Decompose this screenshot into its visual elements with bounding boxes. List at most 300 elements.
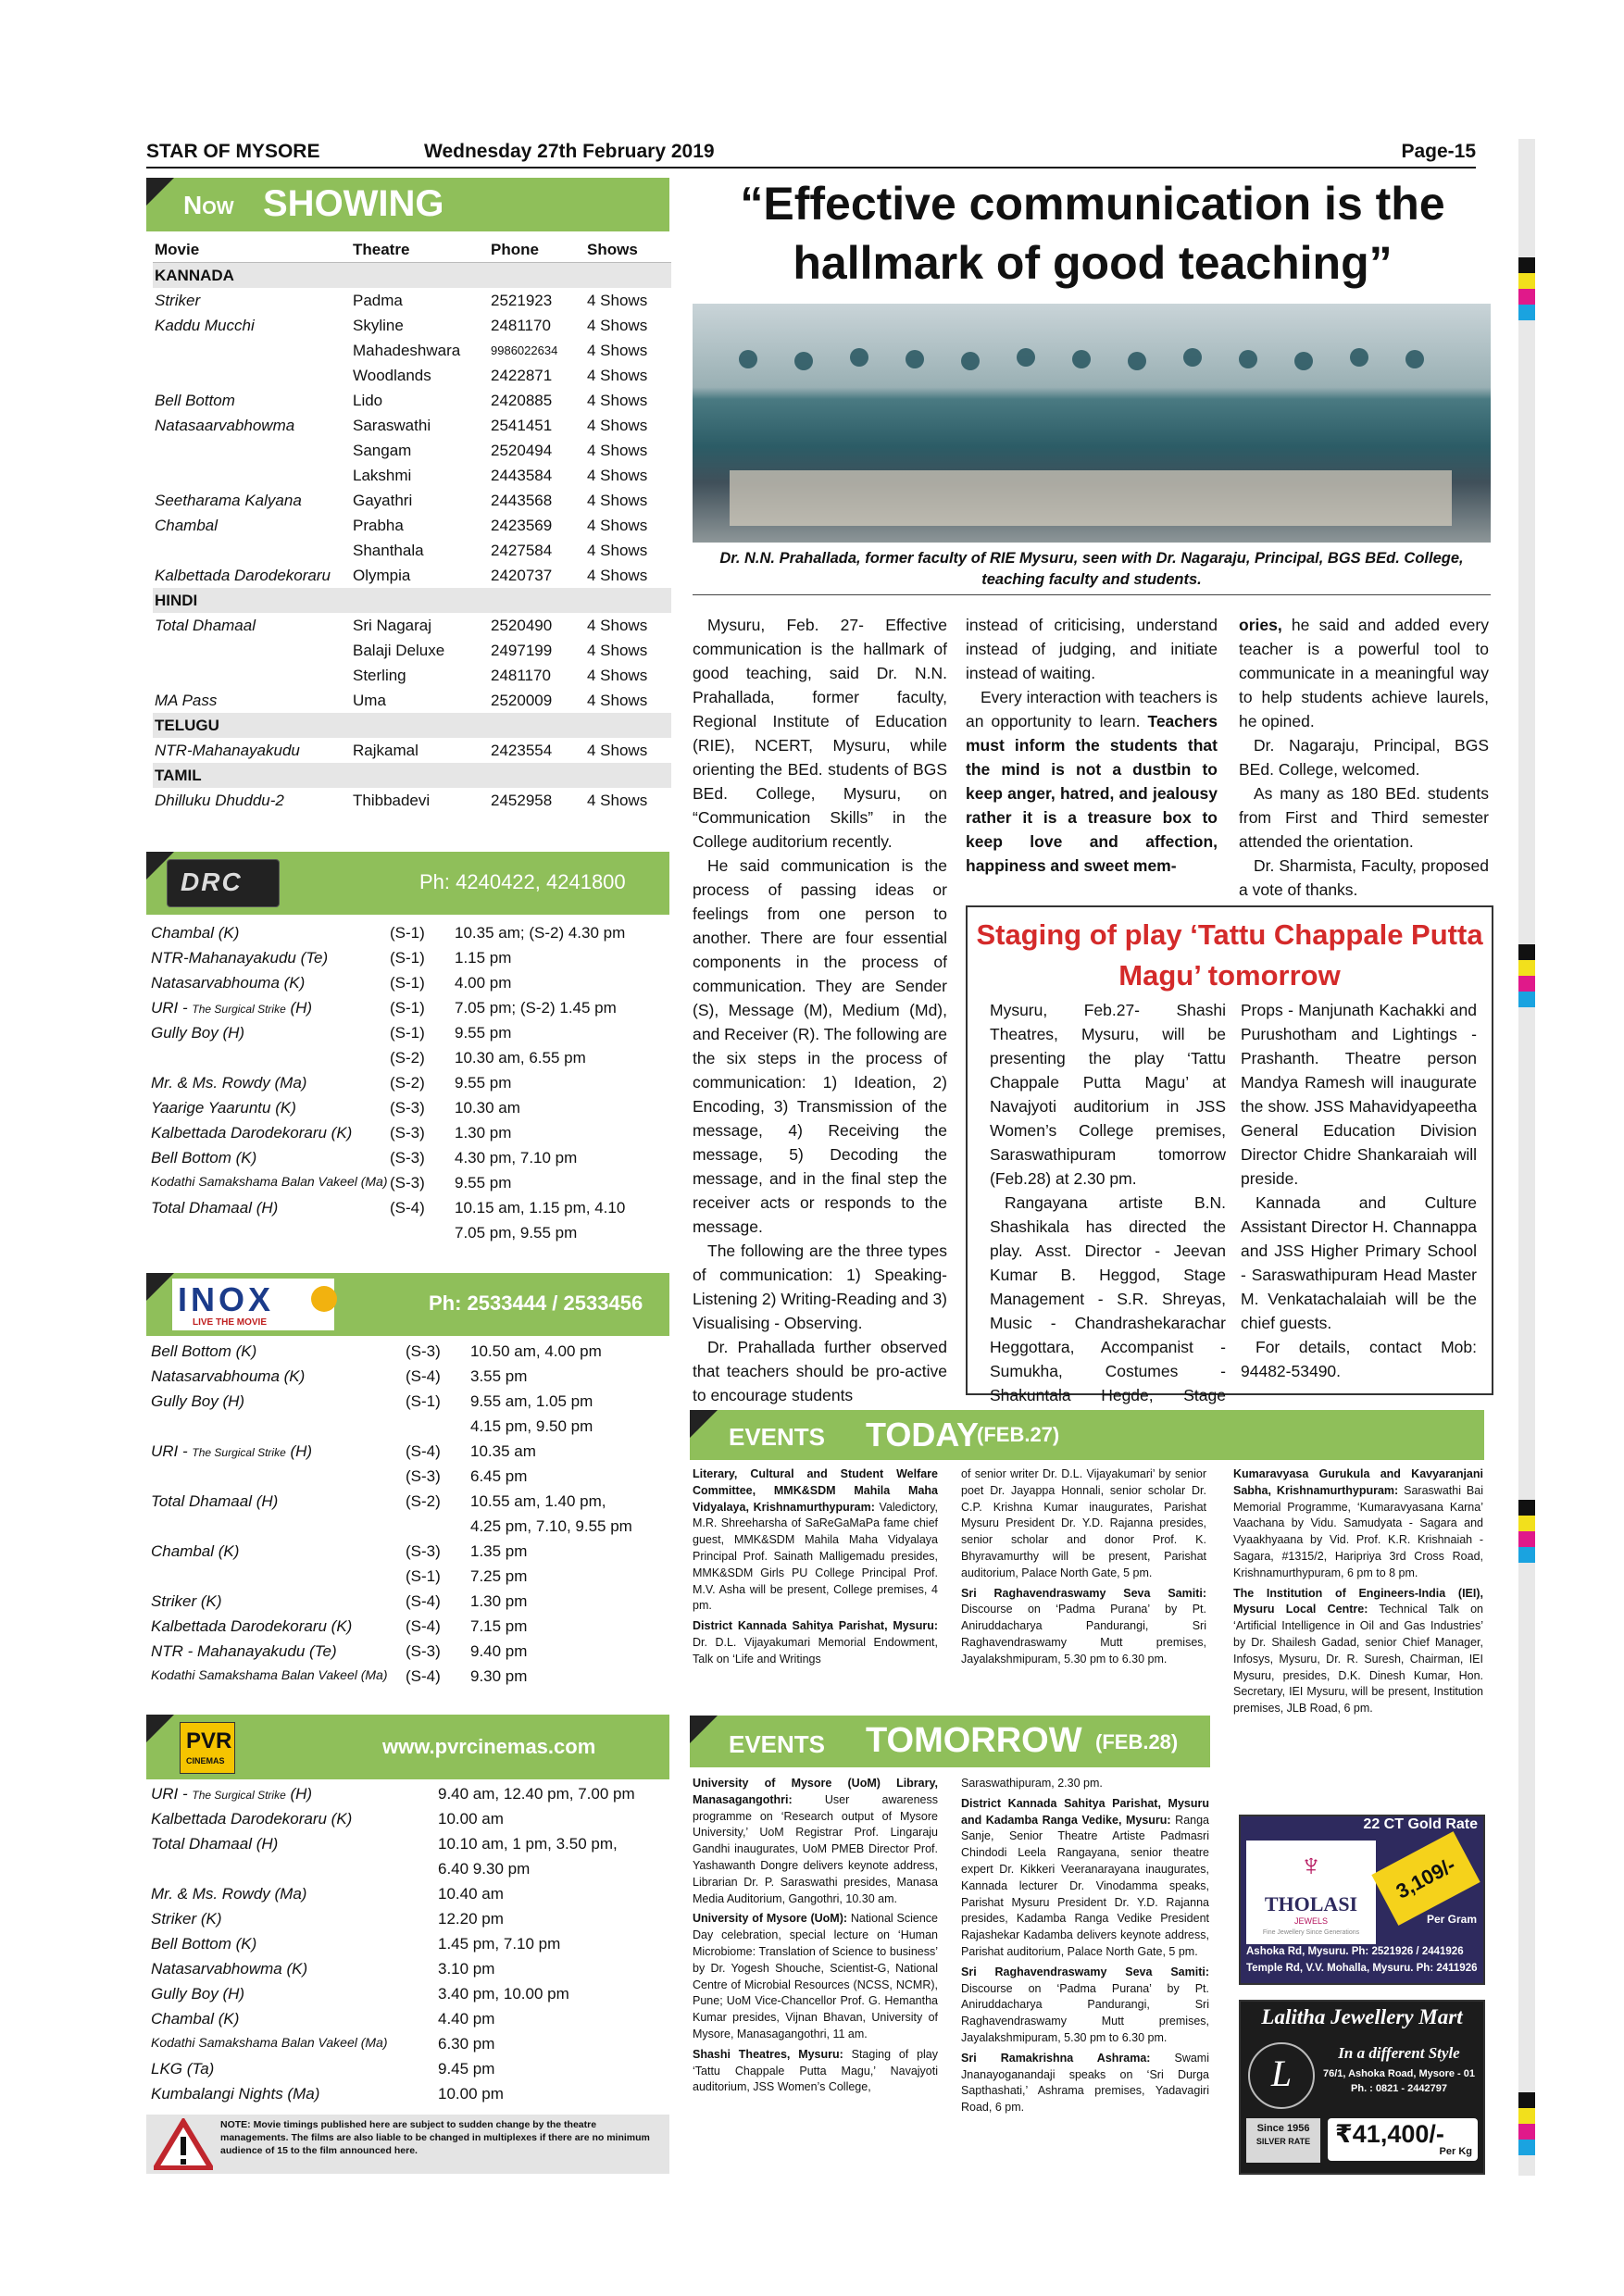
screen-number bbox=[406, 1417, 470, 1442]
lalitha-phone: Ph. : 0821 - 2442797 bbox=[1351, 2083, 1447, 2094]
pvr-logo-text: PVR bbox=[186, 1728, 232, 1753]
movie-title: URI - bbox=[151, 1785, 193, 1803]
show-times: 6.45 pm bbox=[470, 1467, 528, 1485]
event-details: Discourse on ‘Padma Purana’ by Pt. Aniruddacharya Pandurangi, Sri Raghavendraswamy Mutt premises, Jayalakshmipuram, 5.30 pm to 6.30 pm. bbox=[961, 1603, 1206, 1666]
screen-number: (S-4) bbox=[406, 1667, 441, 1685]
movie-name: NTR-Mahanayakudu (Te) bbox=[151, 949, 329, 967]
movie-name: LKG (Ta) bbox=[151, 2060, 215, 2078]
schedule-row bbox=[151, 1567, 632, 1592]
event-item bbox=[961, 1466, 1206, 1582]
schedule-row bbox=[151, 1124, 625, 1149]
article-paragraph: instead of criticising, understand instead of judging, and initiate instead of waiting. bbox=[966, 616, 1218, 682]
show-times: 9.55 am, 1.05 pm bbox=[470, 1392, 593, 1410]
show-count: 4 Shows bbox=[587, 691, 648, 709]
lalitha-monogram-icon: L bbox=[1248, 2042, 1315, 2109]
show-times: 4.40 pm bbox=[438, 2010, 495, 2028]
show-times: 10.30 am, 6.55 pm bbox=[455, 1049, 586, 1067]
pvr-schedule bbox=[151, 1785, 635, 2110]
show-times: 10.10 am, 1 pm, 3.50 pm, bbox=[438, 1835, 618, 1853]
pvr-banner bbox=[146, 1715, 669, 1779]
issue-date: Wednesday 27th February 2019 bbox=[424, 141, 715, 162]
show-times: 6.40 9.30 pm bbox=[438, 1860, 531, 1878]
page-header bbox=[146, 139, 1476, 168]
language-row bbox=[153, 588, 671, 613]
schedule-row bbox=[151, 1149, 625, 1174]
movie-name bbox=[151, 1442, 406, 1467]
theatre-name: Skyline bbox=[353, 316, 404, 334]
theatre-phone: 2520494 bbox=[491, 441, 553, 459]
schedule-row bbox=[151, 1642, 632, 1667]
schedule-row bbox=[151, 1199, 625, 1224]
event-details: Staging of play ‘Tattu Chappale Putta Magu,’ Navajyoti auditorium, JSS Women’s College, bbox=[693, 2047, 939, 2094]
theatre-phone: 2452958 bbox=[491, 791, 553, 809]
show-times: 10.15 am, 1.15 pm, 4.10 bbox=[455, 1199, 626, 1217]
page-number: Page-15 bbox=[1401, 141, 1476, 162]
language-heading: TAMIL bbox=[153, 763, 671, 788]
event-details: of senior writer Dr. D.L. Vijayakumari’ by senior poet Dr. Jayappa Honnali, senior scholar Dr. C.P. Krishna Kumar inaugurates, Parishat Mysuru President Dr. Y.D. Rajanna presides, senior scholar and donor Prof. K. Bhyravamurthy will be present, Parishat auditorium, Palace North Gate, 5 pm. bbox=[961, 1467, 1206, 1579]
theatre-name: Gayathri bbox=[353, 491, 413, 509]
show-count: 4 Shows bbox=[587, 616, 648, 634]
show-count: 4 Shows bbox=[587, 416, 648, 434]
schedule-row bbox=[151, 1342, 632, 1367]
events-today-label-small: EVENTS bbox=[729, 1423, 826, 1451]
movie-name bbox=[153, 438, 351, 463]
table-row bbox=[153, 563, 671, 588]
movie-name bbox=[153, 663, 351, 688]
theatre-phone: 2481170 bbox=[491, 316, 551, 334]
newspaper-name: STAR OF MYSORE bbox=[146, 141, 320, 162]
schedule-row bbox=[151, 949, 625, 974]
movie-name: Total Dhamaal (H) bbox=[151, 1492, 279, 1510]
event-item bbox=[693, 1776, 938, 1907]
movie-name: Chambal bbox=[155, 516, 219, 534]
silver-price-box bbox=[1328, 2118, 1478, 2161]
schedule-row bbox=[151, 1960, 635, 1985]
show-times: 10.00 pm bbox=[438, 2085, 504, 2103]
event-details: Dr. D.L. Vijayakumari Memorial Endowment, Talk on ‘Life and Writings bbox=[693, 1635, 938, 1666]
schedule-row bbox=[151, 1392, 632, 1417]
theatre-name: Mahadeshwara bbox=[353, 341, 461, 359]
movie-name bbox=[153, 363, 351, 388]
screen-number: (S-1) bbox=[390, 1024, 425, 1042]
table-row bbox=[153, 363, 671, 388]
movie-name: Kodathi Samakshama Balan Vakeel (Ma) bbox=[151, 1667, 388, 1682]
play-column-1 bbox=[990, 998, 1226, 1431]
screen-number: (S-3) bbox=[390, 1099, 425, 1117]
show-times: 10.50 am, 4.00 pm bbox=[470, 1342, 602, 1360]
show-count: 4 Shows bbox=[587, 391, 648, 409]
schedule-row bbox=[151, 1367, 632, 1392]
theatre-phone: 2521923 bbox=[491, 291, 553, 309]
event-item bbox=[1233, 1586, 1483, 1717]
pvr-schedule-wrap bbox=[151, 1785, 635, 2110]
drc-logo bbox=[167, 859, 280, 907]
tholasi-address-1: Ashoka Rd, Mysuru. Ph: 2521926 / 2441926 bbox=[1246, 1946, 1464, 1957]
table-row bbox=[153, 613, 671, 638]
screen-number bbox=[390, 1224, 455, 1249]
theatre-name: Prabha bbox=[353, 516, 404, 534]
screen-number: (S-1) bbox=[390, 999, 425, 1017]
reg-mark-magenta bbox=[1518, 1531, 1535, 1547]
schedule-row bbox=[151, 1417, 632, 1442]
schedule-row bbox=[151, 1099, 625, 1124]
theatre-phone: 2520009 bbox=[491, 691, 553, 709]
theatre-phone: 9986022634 bbox=[491, 343, 558, 357]
article-column-2 bbox=[966, 613, 1218, 878]
schedule-row bbox=[151, 974, 625, 999]
silver-price-unit: Per Kg bbox=[1439, 2146, 1472, 2157]
drc-schedule-wrap bbox=[151, 924, 625, 1249]
movie-name: Chambal (K) bbox=[151, 1542, 240, 1560]
movie-name bbox=[153, 538, 351, 563]
banner-corner bbox=[146, 1715, 174, 1742]
event-organiser: Sri Raghavendraswamy Seva Samiti: bbox=[961, 1586, 1206, 1600]
article-highlight: Teachers must inform the students that the mind is not a dustbin to keep anger, hatred, and jealousy rather it is a treasure box to keep love and affection, happiness and sweet mem- bbox=[966, 712, 1218, 875]
event-details: Saraswathipuram, 2.30 pm. bbox=[961, 1777, 1103, 1790]
event-details: Valedictory, M.R. Shreeharsha of SaReGaMaPa fame chief guest, MMK&SDM Mahila Maha Vidyalaya Principal Prof. Sainath Malligemadu presides, MMK&SDM Girls PU College Principal Prof. M.V. Asha will be present, College premises, 4 pm. bbox=[693, 1500, 938, 1613]
group-photo bbox=[693, 304, 1491, 543]
event-item bbox=[693, 1618, 938, 1667]
movie-name: Striker (K) bbox=[151, 1910, 222, 1928]
table-row bbox=[153, 288, 671, 313]
play-story-box bbox=[966, 905, 1493, 1404]
article-text: he said and added every teacher is a powerful tool to communicate in a meaningful way to help students achieve laurels, he opined. bbox=[1239, 616, 1489, 730]
show-times: 4.00 pm bbox=[455, 974, 512, 992]
article-highlight: ories, bbox=[1239, 616, 1282, 634]
timing-note bbox=[146, 2115, 669, 2174]
events-tomorrow-label-small: EVENTS bbox=[729, 1730, 826, 1758]
events-tomorrow-label: TOMORROW bbox=[866, 1721, 1082, 1760]
schedule-row bbox=[151, 1049, 625, 1074]
banner-corner bbox=[146, 1273, 174, 1301]
play-headline: Staging of play ‘Tattu Chappale Putta Magu’ tomorrow bbox=[976, 918, 1483, 992]
theatre-name: Uma bbox=[353, 691, 386, 709]
event-organiser: University of Mysore (UoM) Library, Manasagangothri: bbox=[693, 1777, 938, 1806]
theatre-phone: 2427584 bbox=[491, 541, 553, 559]
theatre-name: Olympia bbox=[353, 566, 411, 584]
event-details: National Science Day celebration, special lecture on ‘Human Microbiome: Translation of Science to business’ by Dr. Yogesh Shouche, Scientist-G, National Centre of Microbial Resources (NCSS, NCMR), Pune; UoM Vice-Chancellor Prof. G. Hemantha Kumar presides, Vijnan Bhavan, University of Mysore, Manasagangothri, 11 am. bbox=[693, 1912, 938, 2040]
reg-mark-yellow bbox=[1518, 273, 1535, 289]
movie-name: Kumbalangi Nights (Ma) bbox=[151, 2085, 320, 2103]
banner-corner bbox=[146, 178, 174, 206]
theatre-name: Saraswathi bbox=[353, 416, 431, 434]
table-row bbox=[153, 638, 671, 663]
schedule-row bbox=[151, 1517, 632, 1542]
reg-mark-black bbox=[1518, 2092, 1535, 2108]
reg-mark-black bbox=[1518, 1500, 1535, 1516]
event-organiser: Shashi Theatres, Mysuru: bbox=[693, 2047, 843, 2061]
theatre-phone: 2541451 bbox=[491, 416, 553, 434]
schedule-row bbox=[151, 2010, 635, 2035]
table-row bbox=[153, 463, 671, 488]
language-row bbox=[153, 763, 671, 788]
article-column-1 bbox=[693, 613, 947, 1407]
movie-name: Total Dhamaal bbox=[155, 616, 256, 634]
event-item bbox=[693, 2047, 938, 2096]
movie-name: Kodathi Samakshama Balan Vakeel (Ma) bbox=[151, 2035, 388, 2050]
inox-tagline: LIVE THE MOVIE bbox=[193, 1317, 268, 1328]
silver-price: ₹41,400/- bbox=[1335, 2120, 1444, 2148]
pvr-logo bbox=[180, 1722, 235, 1774]
show-times: 7.25 pm bbox=[470, 1567, 528, 1585]
banner-corner bbox=[690, 1410, 718, 1438]
movie-name: NTR-Mahanayakudu bbox=[155, 741, 300, 759]
inox-logo-text: INOX bbox=[178, 1280, 275, 1318]
screen-number: (S-3) bbox=[406, 1467, 441, 1485]
show-count: 4 Shows bbox=[587, 566, 648, 584]
movie-name: Chambal (K) bbox=[151, 2010, 240, 2028]
movie-language: (H) bbox=[285, 999, 313, 1017]
article-headline: “Effective communication is the hallmark of good teaching” bbox=[740, 178, 1445, 289]
inox-schedule bbox=[151, 1342, 632, 1692]
schedule-row bbox=[151, 999, 625, 1024]
language-row bbox=[153, 263, 671, 289]
events-tomorrow-date: (FEB.28) bbox=[1095, 1730, 1179, 1753]
screen-number: (S-1) bbox=[406, 1567, 441, 1585]
event-organiser: District Kannada Sahitya Parishat, Mysuru and Kadamba Ranga Vedike, Mysuru: bbox=[961, 1796, 1209, 1827]
movie-name: Total Dhamaal (H) bbox=[151, 1835, 279, 1853]
theatre-name: Balaji Deluxe bbox=[353, 641, 445, 659]
event-details: Ranga Sanje, Senior Theatre Artiste Padmasri Chindodi Leela Rangayana, senior theatre expert Dr. Kikkeri Veeranarayana inaugurates, Kannada lecturer Dr. Vinodamma speaks, Parishat Mysuru President Dr. Y.D. Rajanna presides, Kadamba Ranga Vedike President Rajashekar Kadamba delivers keynote address, Parishat auditorium, Palace North Gate, 5 pm. bbox=[961, 1813, 1209, 1958]
language-heading: KANNADA bbox=[153, 263, 671, 289]
screen-number: (S-3) bbox=[390, 1124, 425, 1142]
tholasi-logo bbox=[1246, 1841, 1376, 1944]
movie-name: NTR - Mahanayakudu (Te) bbox=[151, 1642, 337, 1660]
movie-title: URI - bbox=[151, 999, 193, 1017]
show-times: 7.15 pm bbox=[470, 1617, 528, 1635]
show-count: 4 Shows bbox=[587, 366, 648, 384]
gold-rate-badge: 22 CT Gold Rate bbox=[1363, 1816, 1478, 1832]
schedule-row bbox=[151, 1024, 625, 1049]
article-paragraph: He said communication is the process of passing ideas or feelings from one person to another. There are four essential components in the process of communication. They are Sender (S), Message (M), Medium (Md), and Receiver (R). The following are the six steps in the process of communication: 1) Ideation, 2) Encoding, 3) Transmission of the message, 4) Receiving the message, 5) Decoding the message, and in the final step the receiver acts or responds to the message. bbox=[693, 856, 947, 1236]
theatre-name: Sangam bbox=[353, 441, 412, 459]
events-today-label: TODAY bbox=[866, 1416, 980, 1454]
article-paragraph bbox=[966, 685, 1218, 878]
movie-name: Striker (K) bbox=[151, 1592, 222, 1610]
screen-number: (S-4) bbox=[390, 1199, 425, 1217]
show-times: 4.30 pm, 7.10 pm bbox=[455, 1149, 578, 1167]
lalitha-address: 76/1, Ashoka Road, Mysore - 01 bbox=[1322, 2068, 1476, 2079]
theatre-phone: 2443568 bbox=[491, 491, 553, 509]
movie-name: Bell Bottom (K) bbox=[151, 1342, 257, 1360]
show-count: 4 Shows bbox=[587, 541, 648, 559]
play-paragraph: Mysuru, Feb.27- Shashi Theatres, Mysuru, will be presenting the play ‘Tattu Chappale Putta Magu’ at Navajyoti auditorium in JSS Women’s College premises, Saraswathipuram tomorrow (Feb.28) at 2.30 pm. bbox=[990, 1001, 1226, 1188]
movie-name: Natasarvabhouma (K) bbox=[151, 1367, 306, 1385]
table-row bbox=[153, 663, 671, 688]
now-showing-banner bbox=[146, 178, 669, 231]
drc-phone: Ph: 4240422, 4241800 bbox=[419, 870, 626, 893]
screen-number: (S-4) bbox=[406, 1592, 441, 1610]
table-row bbox=[153, 688, 671, 713]
pvr-logo-sub: CINEMAS bbox=[186, 1756, 225, 1766]
now-showing-table-wrap bbox=[153, 237, 671, 813]
tholasi-tagline: Fine Jewellery Since Generations bbox=[1262, 1929, 1360, 1936]
show-count: 4 Shows bbox=[587, 291, 648, 309]
schedule-row bbox=[151, 1785, 635, 1810]
screen-number: (S-2) bbox=[390, 1074, 425, 1092]
play-paragraph: For details, contact Mob: 94482-53490. bbox=[1241, 1338, 1477, 1380]
schedule-row bbox=[151, 1467, 632, 1492]
play-paragraph: Rangayana artiste B.N. Shashikala has directed the play. Asst. Director - Jeevan Kumar B. Heggod, Stage Management - S.R. Shreyas, Music - Chandrashekarachar Heggottara, Accompanist - Sumukha, Costumes - Shakuntala Hegde, Stage bbox=[990, 1193, 1226, 1404]
event-organiser: District Kannada Sahitya Parishat, Mysuru: bbox=[693, 1619, 938, 1633]
screen-number: (S-2) bbox=[406, 1492, 441, 1510]
theatre-name: Shanthala bbox=[353, 541, 424, 559]
screen-number: (S-1) bbox=[390, 924, 425, 942]
movie-name: Kalbettada Darodekoraru (K) bbox=[151, 1617, 353, 1635]
theatre-name: Lido bbox=[353, 391, 383, 409]
lalitha-since: Since 1956 bbox=[1256, 2123, 1310, 2134]
movie-name: Gully Boy (H) bbox=[151, 1985, 245, 2003]
event-organiser: The Institution of Engineers-India (IEI), Mysuru Local Centre: bbox=[1233, 1586, 1483, 1616]
table-row bbox=[153, 788, 671, 813]
schedule-row bbox=[151, 1617, 632, 1642]
events-today-column-1 bbox=[693, 1466, 938, 1672]
sun-icon bbox=[311, 1286, 337, 1312]
article-paragraph: Dr. Prahallada further observed that teachers should be pro-active to encourage students bbox=[693, 1338, 947, 1404]
article-column-3 bbox=[1239, 613, 1489, 902]
show-times: 3.10 pm bbox=[438, 1960, 495, 1978]
event-details: Swami Jnanayoganandaji speaks on ‘Sri Durga Sapthashati,’ Ashrama premises, Yadavagiri Road, 6 pm. bbox=[961, 2051, 1209, 2115]
movie-name bbox=[153, 638, 351, 663]
event-item bbox=[961, 1776, 1209, 1792]
schedule-row bbox=[151, 1074, 625, 1099]
article-paragraph: Mysuru, Feb. 27- Effective communication is the hallmark of good teaching, said Dr. N.N. Prahallada, former faculty, Regional Institute of Education (RIE), NCERT, Mysuru, while orienting the BEd. students of BGS BEd. College, Mysuru, on “Communication Skills” in the College auditorium recently. bbox=[693, 616, 947, 851]
column-header-phone: Phone bbox=[489, 237, 585, 263]
show-count: 4 Shows bbox=[587, 316, 648, 334]
screen-number: (S-1) bbox=[406, 1392, 441, 1410]
event-details: User awareness programme on ‘Research output of Mysore University,’ UoM Registrar Prof. Lingaraju Gandhi inaugurates, UoM PMEB Director Prof. Yashawanth Dongre delivers keynote address, Librarian Dr. P. Saraswathi presides, Manasa Media Auditorium, Gangothri, 10.30 am. bbox=[693, 1792, 938, 1905]
movie-name: MA Pass bbox=[155, 691, 218, 709]
movie-name bbox=[151, 1417, 406, 1442]
registration-strip bbox=[1518, 139, 1535, 2176]
theatre-phone: 2420885 bbox=[491, 391, 553, 409]
lalitha-brand: Lalitha Jewellery Mart bbox=[1261, 2005, 1463, 2028]
tholasi-emblem-icon: ♆ bbox=[1299, 1848, 1323, 1883]
theatre-name: Thibbadevi bbox=[353, 791, 431, 809]
show-count: 4 Shows bbox=[587, 791, 648, 809]
article-paragraph bbox=[1239, 613, 1489, 733]
movie-name: Natasaarvabhowma bbox=[155, 416, 295, 434]
theatre-phone: 2497199 bbox=[491, 641, 553, 659]
reg-mark-black bbox=[1518, 944, 1535, 960]
movie-subtitle: The Surgical Strike bbox=[192, 1789, 286, 1802]
schedule-row bbox=[151, 1810, 635, 1835]
movie-name: Mr. & Ms. Rowdy (Ma) bbox=[151, 1074, 307, 1092]
inox-phone: Ph: 2533444 / 2533456 bbox=[429, 1292, 643, 1315]
drc-banner bbox=[146, 852, 669, 915]
screen-number: (S-3) bbox=[406, 1542, 441, 1560]
table-row bbox=[153, 738, 671, 763]
movie-name bbox=[151, 1785, 438, 1810]
schedule-row bbox=[151, 1542, 632, 1567]
schedule-row bbox=[151, 2035, 635, 2060]
show-times: 3.55 pm bbox=[470, 1367, 528, 1385]
note-text: NOTE: Movie timings published here are subject to sudden change by the theatre managements. The films are also liable to be changed in multiplexes if there are no minimum audience of 15 to the film announced here. bbox=[220, 2119, 650, 2156]
drc-schedule bbox=[151, 924, 625, 1249]
event-organiser: Sri Ramakrishna Ashrama: bbox=[961, 2051, 1151, 2065]
gold-price-unit: Per Gram bbox=[1426, 1913, 1478, 1926]
language-heading: TELUGU bbox=[153, 713, 671, 738]
movie-name: Kalbettada Darodekoraru (K) bbox=[151, 1810, 353, 1828]
reg-mark-magenta bbox=[1518, 289, 1535, 305]
lalitha-tagline: In a different Style bbox=[1338, 2044, 1460, 2062]
event-item bbox=[1233, 1466, 1483, 1582]
screen-number: (S-4) bbox=[406, 1367, 441, 1385]
show-times: 1.30 pm bbox=[470, 1592, 528, 1610]
movie-name bbox=[151, 1224, 390, 1249]
show-times: 9.40 am, 12.40 pm, 7.00 pm bbox=[438, 1785, 635, 1803]
show-count: 4 Shows bbox=[587, 466, 648, 484]
movie-name: Dhilluku Dhuddu-2 bbox=[155, 791, 284, 809]
show-times: 10.35 am bbox=[470, 1442, 536, 1460]
show-times: 10.40 am bbox=[438, 1885, 504, 1903]
table-row bbox=[153, 313, 671, 338]
show-times: 1.30 pm bbox=[455, 1124, 512, 1142]
theatre-name: Padma bbox=[353, 291, 403, 309]
silver-rate-tag bbox=[1246, 2118, 1320, 2163]
lalitha-ad bbox=[1239, 2000, 1485, 2175]
article-paragraph: The following are the three types of communication: 1) Speaking-Listening 2) Writing-Reading and 3) Visualising - Observing. bbox=[693, 1242, 947, 1332]
show-times: 4.15 pm, 9.50 pm bbox=[470, 1417, 593, 1435]
screen-number: (S-2) bbox=[390, 1049, 425, 1067]
movie-name: Natasarvabhouma (K) bbox=[151, 974, 306, 992]
schedule-row bbox=[151, 924, 625, 949]
show-times: 9.55 pm bbox=[455, 1174, 512, 1192]
inox-banner bbox=[146, 1273, 669, 1336]
movie-name: Gully Boy (H) bbox=[151, 1392, 245, 1410]
warning-icon bbox=[154, 2118, 213, 2170]
movie-name bbox=[151, 1567, 406, 1592]
show-times: 10.00 am bbox=[438, 1810, 504, 1828]
movie-name: Gully Boy (H) bbox=[151, 1024, 245, 1042]
event-details: Saraswathi Bai Memorial Programme, ‘Kumaravyasana Karna’ Vaachana by Vidu. Samudyata - Sagara and Vyaakhyaana by Vid. Prof. K.R. Krishnaiah - Sagara, #1315/2, Haripriya 3rd Cross Road, Krishnamurthypuram, 6 pm to 8 pm. bbox=[1233, 1483, 1483, 1579]
table-row bbox=[153, 488, 671, 513]
screen-number: (S-1) bbox=[390, 949, 425, 967]
movie-name: Kalbettada Darodekoraru bbox=[155, 566, 331, 584]
show-times: 1.35 pm bbox=[470, 1542, 528, 1560]
movie-name: Natasarvabhowma (K) bbox=[151, 1960, 308, 1978]
schedule-row bbox=[151, 1174, 625, 1199]
event-item bbox=[961, 1796, 1209, 1961]
movie-name: Total Dhamaal (H) bbox=[151, 1199, 279, 1217]
theatre-phone: 2443584 bbox=[491, 466, 553, 484]
event-details: Discourse on ‘Padma Purana’ by Pt. Aniruddacharya Pandurangi, Sri Raghavendraswamy Mutt premises, Jayalakshmipuram, 5.30 pm to 6.30 pm. bbox=[961, 1981, 1209, 2044]
play-column-2 bbox=[1241, 998, 1477, 1383]
article-text: Every interaction with teachers is an opportunity to learn. bbox=[966, 688, 1218, 730]
schedule-row bbox=[151, 1492, 632, 1517]
screen-number: (S-4) bbox=[406, 1442, 441, 1460]
reg-mark-yellow bbox=[1518, 960, 1535, 976]
show-times: 3.40 pm, 10.00 pm bbox=[438, 1985, 569, 2003]
movie-subtitle: The Surgical Strike bbox=[192, 1003, 286, 1016]
table-row bbox=[153, 538, 671, 563]
reg-mark-cyan bbox=[1518, 2140, 1535, 2155]
gold-price: 3,109/- bbox=[1371, 1831, 1480, 1926]
reg-mark-yellow bbox=[1518, 1516, 1535, 1531]
show-times: 10.35 am; (S-2) 4.30 pm bbox=[455, 924, 626, 942]
events-today-banner bbox=[690, 1410, 1484, 1460]
events-today-date: (FEB.27) bbox=[977, 1423, 1060, 1446]
play-paragraph: Kannada and Culture Assistant Director H. Channappa and JSS Higher Primary School - Saraswathipuram Head Master M. Venkatachalaiah will be the chief guests. bbox=[1241, 1193, 1477, 1332]
screen-number: (S-3) bbox=[406, 1342, 441, 1360]
show-times: 1.45 pm, 7.10 pm bbox=[438, 1935, 561, 1953]
show-times: 7.05 pm; (S-2) 1.45 pm bbox=[455, 999, 617, 1017]
table-row bbox=[153, 388, 671, 413]
movie-name: Kodathi Samakshama Balan Vakeel (Ma) bbox=[151, 1174, 388, 1189]
show-times: 9.40 pm bbox=[470, 1642, 528, 1660]
show-times: 4.25 pm, 7.10, 9.55 pm bbox=[470, 1517, 632, 1535]
events-tomorrow-column-2 bbox=[961, 1776, 1209, 2120]
